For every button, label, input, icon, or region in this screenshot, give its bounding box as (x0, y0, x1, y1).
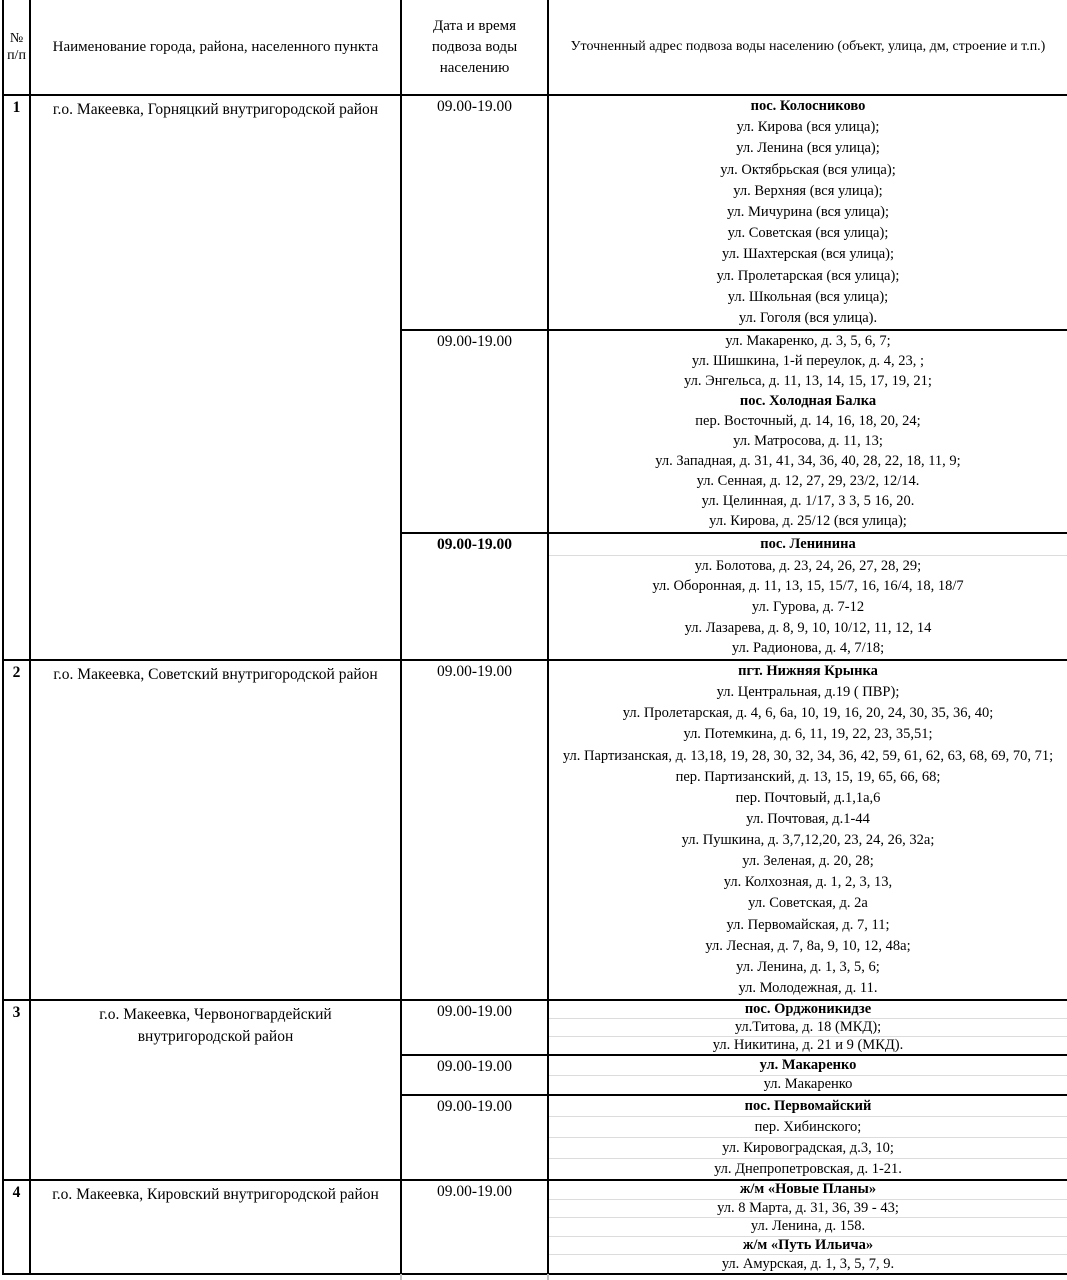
address-line: пер. Восточный, д. 14, 16, 18, 20, 24; (695, 412, 921, 429)
delivery-time: 09.00-19.00 (401, 330, 548, 533)
column-header-number: № п/п (3, 0, 30, 95)
address-line: ул. Ленина, д. 158. (549, 1218, 1067, 1237)
address-line: ул. Пушкина, д. 3,7,12,20, 23, 24, 26, 32а; (681, 832, 935, 849)
settlement-heading: пос. Ленинина (549, 534, 1067, 556)
address-line: ул. Ленина (вся улица); (736, 140, 880, 157)
address-line: ул. Лазарева, д. 8, 9, 10, 10/12, 11, 12, 14 (684, 619, 932, 636)
delivery-time: 09.00-19.00 (401, 1000, 548, 1055)
grid-line-stub (400, 1274, 402, 1280)
address-line: ул. Ленина, д. 1, 3, 5, 6; (736, 958, 880, 975)
address-lines (549, 534, 1067, 659)
address-line: ул. Партизанская, д. 13,18, 19, 28, 30, 32, 34, 36, 42, 59, 61, 62, 63, 68, 69, 70, 71; (562, 747, 1054, 764)
address-line: ул. Зеленая, д. 20, 28; (742, 853, 874, 870)
address-line: ул. Молодежная, д. 11. (738, 979, 878, 996)
address-line: ул. Макаренко (763, 1076, 853, 1093)
address-line: ул. Целинная, д. 1/17, 3 3, 5 16, 20. (701, 493, 915, 510)
address-line: ул. Никитина, д. 21 и 9 (МКД). (712, 1037, 904, 1053)
address-line: ул. Пролетарская (вся улица); (716, 267, 900, 284)
address-line: ул. Радионова, д. 4, 7/18; (731, 640, 885, 657)
address-cell (548, 1095, 1067, 1180)
settlement-heading: пос. Первомайский (549, 1096, 1067, 1117)
address-line: пер. Почтовый, д.1,1а,6 (735, 789, 881, 806)
address-lines (549, 661, 1067, 999)
row-number: 2 (3, 660, 30, 1000)
address-lines (549, 1056, 1067, 1094)
address-line: ул. Советская (вся улица); (727, 225, 889, 242)
row-number: 4 (3, 1180, 30, 1274)
address-lines (549, 1096, 1067, 1179)
delivery-time: 09.00-19.00 (401, 1180, 548, 1274)
settlement-heading: ул. Макаренко (549, 1056, 1067, 1076)
settlement-heading: пос. Холодная Балка (739, 392, 877, 409)
district-name: г.о. Макеевка, Горняцкий внутригородской район (30, 95, 401, 660)
address-line: ул. Оборонная, д. 11, 13, 15, 15/7, 16, 16/4, 18, 18/7 (652, 578, 964, 595)
address-line: ул. Лесная, д. 7, 8а, 9, 10, 12, 48а; (705, 937, 911, 954)
address-cell (548, 95, 1067, 330)
address-lines (549, 331, 1067, 532)
table-header-row (3, 0, 1067, 95)
address-line: ул. Матросова, д. 11, 13; (733, 433, 883, 450)
row-number: 1 (3, 95, 30, 660)
address-cell (548, 660, 1067, 1000)
delivery-time: 09.00-19.00 (401, 533, 548, 660)
address-line: ул. Амурская, д. 1, 3, 5, 7, 9. (721, 1255, 895, 1272)
address-line: ул. Центральная, д.19 ( ПВР); (716, 684, 900, 701)
address-line: пер. Хибинского; (549, 1117, 1067, 1138)
address-line: ул. Верхняя (вся улица); (733, 182, 883, 199)
address-line: ул. Школьная (вся улица); (727, 288, 889, 305)
table-row (3, 1000, 1067, 1055)
column-header-locality: Наименование города, района, населенного пункта (30, 0, 401, 95)
address-line: ул. Кирова (вся улица); (736, 119, 880, 136)
district-name: г.о. Макеевка, Кировский внутригородской район (30, 1180, 401, 1274)
column-header-datetime: Дата и время подвоза воды населению (401, 0, 548, 95)
address-line: ул. Днепропетровская, д. 1-21. (714, 1160, 902, 1177)
address-line: ул. Энгельса, д. 11, 13, 14, 15, 17, 19, 21; (684, 372, 932, 389)
address-line: пер. Партизанский, д. 13, 15, 19, 65, 66, 68; (675, 768, 941, 785)
address-line: ул. Почтовая, д.1-44 (746, 810, 870, 827)
address-line: ул. Макаренко, д. 3, 5, 6, 7; (725, 332, 891, 349)
address-lines (549, 96, 1067, 329)
address-line: ул. 8 Марта, д. 31, 36, 39 - 43; (549, 1200, 1067, 1219)
address-line: ул. Западная, д. 31, 41, 34, 36, 40, 28, 22, 18, 11, 9; (655, 453, 961, 470)
delivery-time: 09.00-19.00 (401, 660, 548, 1000)
address-line: ул. Первомайская, д. 7, 11; (726, 916, 890, 933)
address-line: ул. Кировоградская, д.3, 10; (549, 1138, 1067, 1159)
address-line: ул. Шахтерская (вся улица); (721, 246, 895, 263)
address-line: ул. Болотова, д. 23, 24, 26, 27, 28, 29; (694, 557, 922, 574)
address-line: ул. Мичурина (вся улица); (726, 204, 890, 221)
delivery-time: 09.00-19.00 (401, 1095, 548, 1180)
address-cell (548, 1000, 1067, 1055)
settlement-heading: пос. Колосниково (750, 98, 866, 115)
table-row (3, 1180, 1067, 1274)
address-line: ул. Шишкина, 1-й переулок, д. 4, 23, ; (691, 352, 925, 369)
address-line: ул. Колхозная, д. 1, 2, 3, 13, (723, 874, 893, 891)
grid-line-stub (547, 1274, 549, 1280)
address-line: ул. Потемкина, д. 6, 11, 19, 22, 23, 35,51; (683, 726, 933, 743)
address-line: ул. Кирова, д. 25/12 (вся улица); (709, 513, 907, 530)
address-cell (548, 1180, 1067, 1274)
district-name: г.о. Макеевка, Советский внутригородской район (30, 660, 401, 1000)
address-line: ул. Октябрьская (вся улица); (720, 161, 896, 178)
settlement-heading: ж/м «Путь Ильича» (549, 1237, 1067, 1256)
address-cell (548, 533, 1067, 660)
address-line: ул.Титова, д. 18 (МКД); (549, 1019, 1067, 1037)
address-line: ул. Советская, д. 2а (748, 895, 868, 912)
settlement-heading: ж/м «Новые Планы» (549, 1181, 1067, 1200)
address-line: ул. Сенная, д. 12, 27, 29, 23/2, 12/14. (696, 473, 920, 490)
address-cell (548, 1055, 1067, 1095)
address-line: ул. Гоголя (вся улица). (738, 309, 878, 326)
delivery-time: 09.00-19.00 (401, 95, 548, 330)
row-number: 3 (3, 1000, 30, 1180)
address-cell (548, 330, 1067, 533)
address-lines (549, 1181, 1067, 1273)
table-row (3, 660, 1067, 1000)
table-row (3, 95, 1067, 330)
delivery-time: 09.00-19.00 (401, 1055, 548, 1095)
address-line: ул. Пролетарская, д. 4, 6, 6а, 10, 19, 16, 20, 24, 30, 35, 36, 40; (622, 705, 994, 722)
district-name: г.о. Макеевка, Червоногвардейский внутригородской район (30, 1000, 401, 1180)
settlement-heading: пос. Орджоникидзе (549, 1001, 1067, 1019)
column-header-address: Уточненный адрес подвоза воды населению (объект, улица, дм, строение и т.п.) (548, 0, 1067, 95)
address-line: ул. Гурова, д. 7-12 (751, 598, 865, 615)
water-delivery-table (2, 0, 1067, 1275)
address-lines (549, 1001, 1067, 1054)
settlement-heading: пгт. Нижняя Крынка (738, 663, 878, 680)
